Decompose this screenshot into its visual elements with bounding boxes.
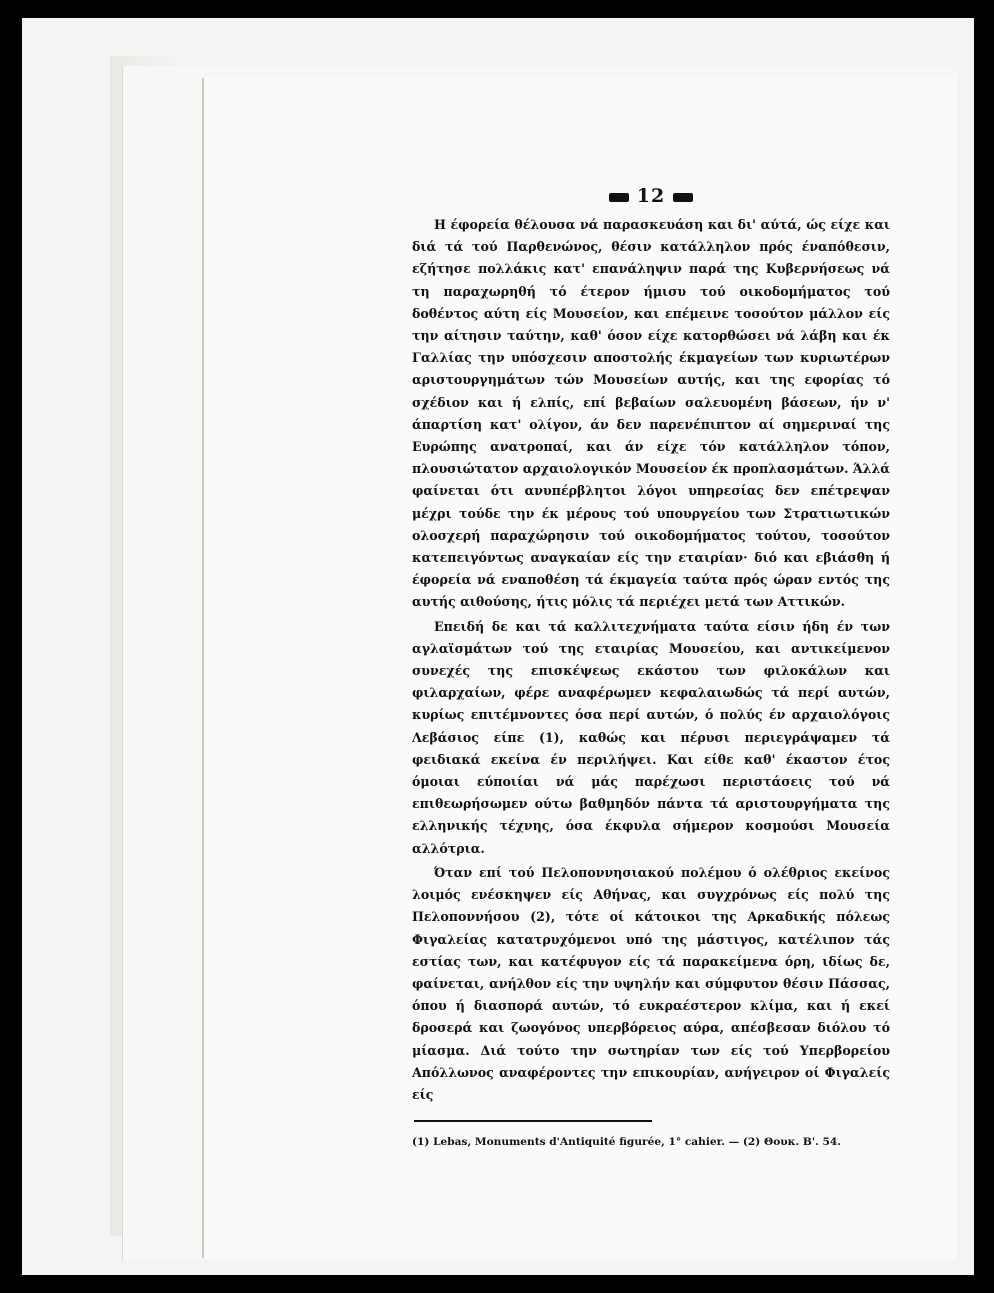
ornament-right-icon	[673, 193, 693, 202]
paragraph-2: Επειδή δε και τά καλλιτεχνήματα ταύτα είσιν ήδη έν των αγλαϊσμάτων τού της εταιρίας Μουσείου, και αντικείμενον συνεχές της επισκέψεως εκάστου των φιλοκάλων και φιλαρχαίων, φέρε αναφέρωμεν κεφαλαιωδώς τά περί αυτών, κυρίως επιτέμνοντες όσα περί αυτών, ό πολύς έν αρχαιολόγοις Λεβάσιος είπε (1), καθώς και πέρυσι περιεγράψαμεν τά φειδιακά εκείνα έν περιλήψει. Και είθε καθ' έκαστον έτος όμοιαι εύποιίαι νά μάς παρέχωσι περιστάσεις τού νά επιθεωρήσωμεν ούτω βαθμηδόν πάντα τά αριστουργήματα της ελληνικής τέχνης, όσα έκφυλα σήμερον κοσμούσι Μουσεία αλλότρια.	[412, 618, 890, 856]
paragraph-3: Όταν επί τού Πελοποννησιακού πολέμου ό ολέθριος εκείνος λοιμός ενέσκηψεν είς Αθήνας, και συγχρόνως είς πολύ της Πελοποννήσου (2), τότε οί κάτοικοι της Αρκαδικής πόλεως Φιγαλείας κατατρυχόμενοι υπό της μάστιγος, κατέλιπον τάς εστίας των, και κατέφυγον είς τά παρακείμενα όρη, ιδίως δε, φαίνεται, ανήλθον είς την υψηλήν και σύμφυτον θέσιν Πάσσας, όπου ή διασπορά αυτών, τό ευκραέστερον κλίμα, και ή εκεί δροσερά και ζωογόνος υπερβόρειος αύρα, απέσβεσαν διόλου τό μίασμα. Διά τούτο την σωτηρίαν των είς τού Υπερβορείου Απόλλωνος αναφέροντες την επικουρίαν, ανήγειρον οί Φιγαλείς είς	[412, 864, 890, 1102]
text-block	[412, 185, 890, 1150]
paragraph-1: Η έφορεία θέλουσα νά παρασκευάση και δι' αύτά, ώς είχε και διά τά τού Παρθενώνος, θέσιν κατάλληλον πρός έναπόθεσιν, εζήτησε πολλάκις κατ' επανάληψιν παρά της Κυβερνήσεως νά τη παραχωρηθή τό έτερον ήμισυ τού οικοδομήματος τού δοθέντος αύτη είς Μουσείον, και επέμεινε τοσούτον μάλλον είς την αίτησιν ταύτην, καθ' όσον είχε κατορθώσει νά λάβη και έκ Γαλλίας την υπόσχεσιν αποστολής έκμαγείων των κυριωτέρων αριστουργημάτων τών Μουσείων αυτής, και της εφορίας τό σχέδιον και ή ελπίς, επί βεβαίων σαλευομένη βάσεων, ήν ν' άπαρτίση κατ' ολίγον, άν δεν παρενέπιπτον αί σημεριναί της Ευρώπης ανατροπαί, και άν είχε τόν κατάλληλον τόπον, πλουσιώτατον αρχαιολογικόν Μουσείον έκ προπλασμάτων. Άλλά φαίνεται ότι ανυπέρβλητοι λόγοι υπηρεσίας δεν επέτρεψαν μέχρι τούδε την έκ μέρους τού υπουργείου των Στρατιωτικών ολοσχερή παραχώρησιν τού οικοδομήματος τούτου, τοσούτον κατεπειγόντως αναγκαίαν είς την εταιρίαν· διό και εβιάσθη ή έφορεία νά εναποθέση τά έκμαγεία ταύτα πρός ώραν εντός της αυτής αιθούσης, ήτις μόλις τά περιέχει μετά των Αττικών.	[412, 217, 890, 610]
footnote: (1) Lebas, Monuments d'Antiquité figurée, 1° cahier. — (2) Θουκ. Β'. 54.	[412, 1136, 841, 1149]
page-number: 12	[636, 185, 666, 207]
page-header	[412, 185, 890, 207]
ornament-left-icon	[609, 193, 629, 202]
footnote-rule	[414, 1120, 652, 1122]
